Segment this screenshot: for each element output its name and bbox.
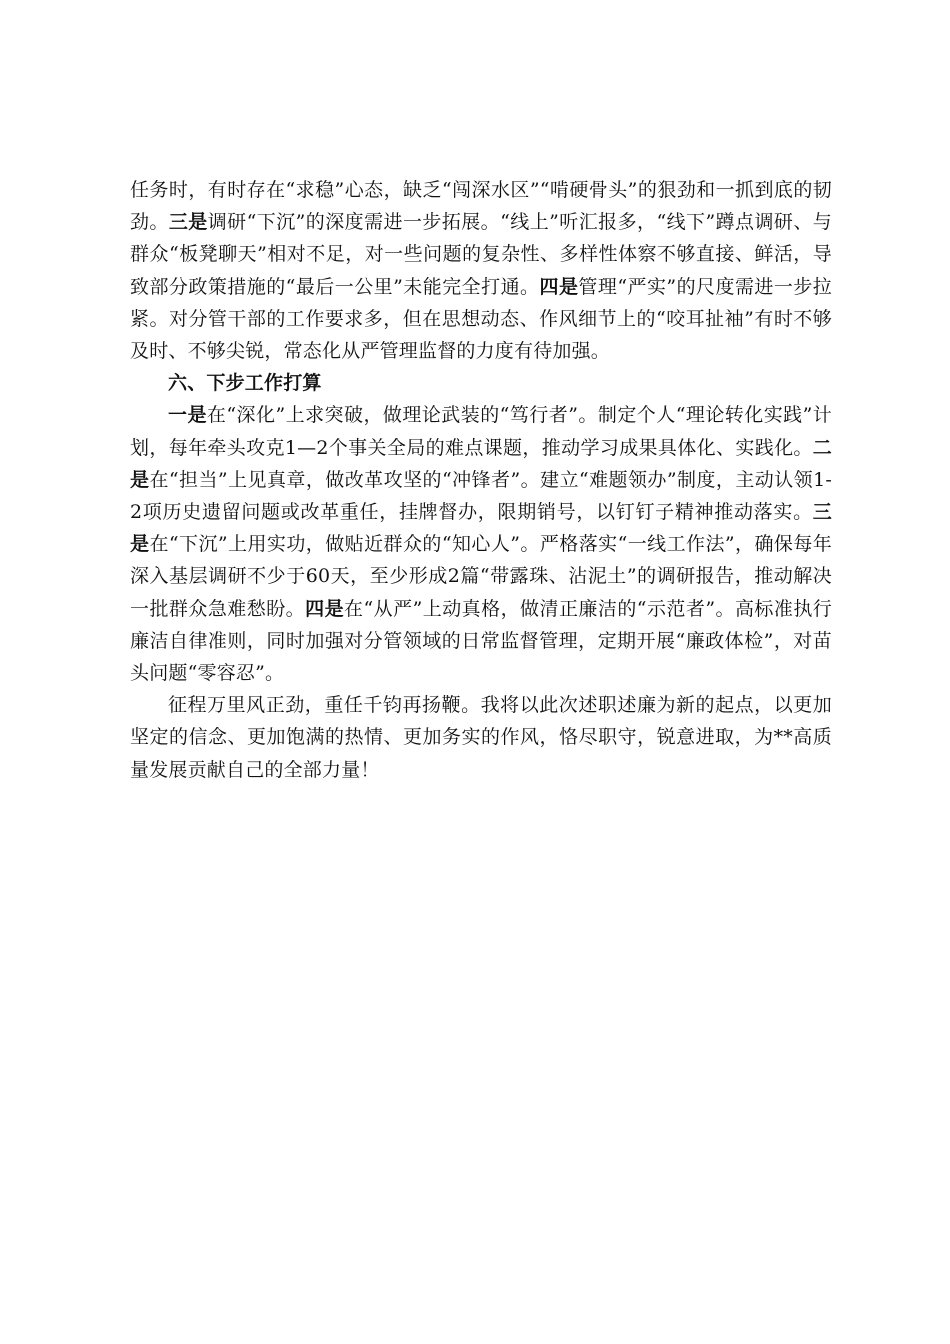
bold-marker-two: 二是 — [130, 436, 832, 491]
bold-marker-four: 四是 — [305, 597, 345, 620]
paragraph-text: 管理“严实”的尺度需进一步拉紧。对分管干部的工作要求多，但在思想动态、作风细节上的“咬耳扯袖”有时不够及时、不够尖锐，常态化从严管理监督的力度有待加强。 — [130, 275, 832, 363]
section-heading: 六、下步工作打算 — [168, 372, 322, 395]
bold-marker-three: 三是 — [130, 501, 832, 556]
bold-marker-three: 三是 — [168, 211, 208, 234]
paragraph-text: 在“下沉”上用实功，做贴近群众的“知心人”。严格落实“一线工作法”，确保每年深入基层调研不少于60天，至少形成2篇“带露珠、沾泥土”的调研报告，推动解决一批群众急难愁盼。 — [130, 533, 832, 620]
bold-marker-one: 一是 — [168, 404, 207, 427]
closing-paragraph: 征程万里风正劲，重任千钧再扬鞭。我将以此次述职述廉为新的起点，以更加坚定的信念、更加饱满的热情、更加务实的作风，恪尽职守，锐意进取，为**高质量发展贡献自己的全部力量！ — [130, 694, 832, 781]
bold-marker-four: 四是 — [539, 275, 579, 298]
paragraph-text: 任务时，有时存在“求稳”心态，缺乏“闯深水区”“啃硬骨头”的狠劲和一抓到底的韧劲。 — [130, 179, 832, 234]
paragraph-text: 在“担当”上见真章，做改革攻坚的“冲锋者”。建立“难题领办”制度，主动认领1-2项历史遗留问题或改革重任，挂牌督办，限期销号，以钉钉子精神推动落实。 — [130, 468, 833, 524]
paragraph-text: 调研“下沉”的深度需进一步拓展。“线上”听汇报多，“线下”蹲点调研、与群众“板凳聊天”相对不足，对一些问题的复杂性、多样性体察不够直接、鲜活，导致部分政策措施的“最后一公里”未能完全打通。 — [130, 211, 832, 298]
plans-paragraph — [130, 399, 832, 689]
paragraph-text: 在“从严”上动真格，做清正廉洁的“示范者”。高标准执行廉洁自律准则，同时加强对分管领域的日常监督管理，定期开展“廉政体检”，对苗头问题“零容忍”。 — [130, 597, 832, 685]
paragraph-text: 在“深化”上求突破，做理论武装的“笃行者”。制定个人“理论转化实践”计划，每年牵头攻克1—2个事关全局的难点课题，推动学习成果具体化、实践化。 — [130, 404, 832, 459]
document-body — [130, 174, 832, 786]
problems-paragraph — [130, 174, 832, 367]
